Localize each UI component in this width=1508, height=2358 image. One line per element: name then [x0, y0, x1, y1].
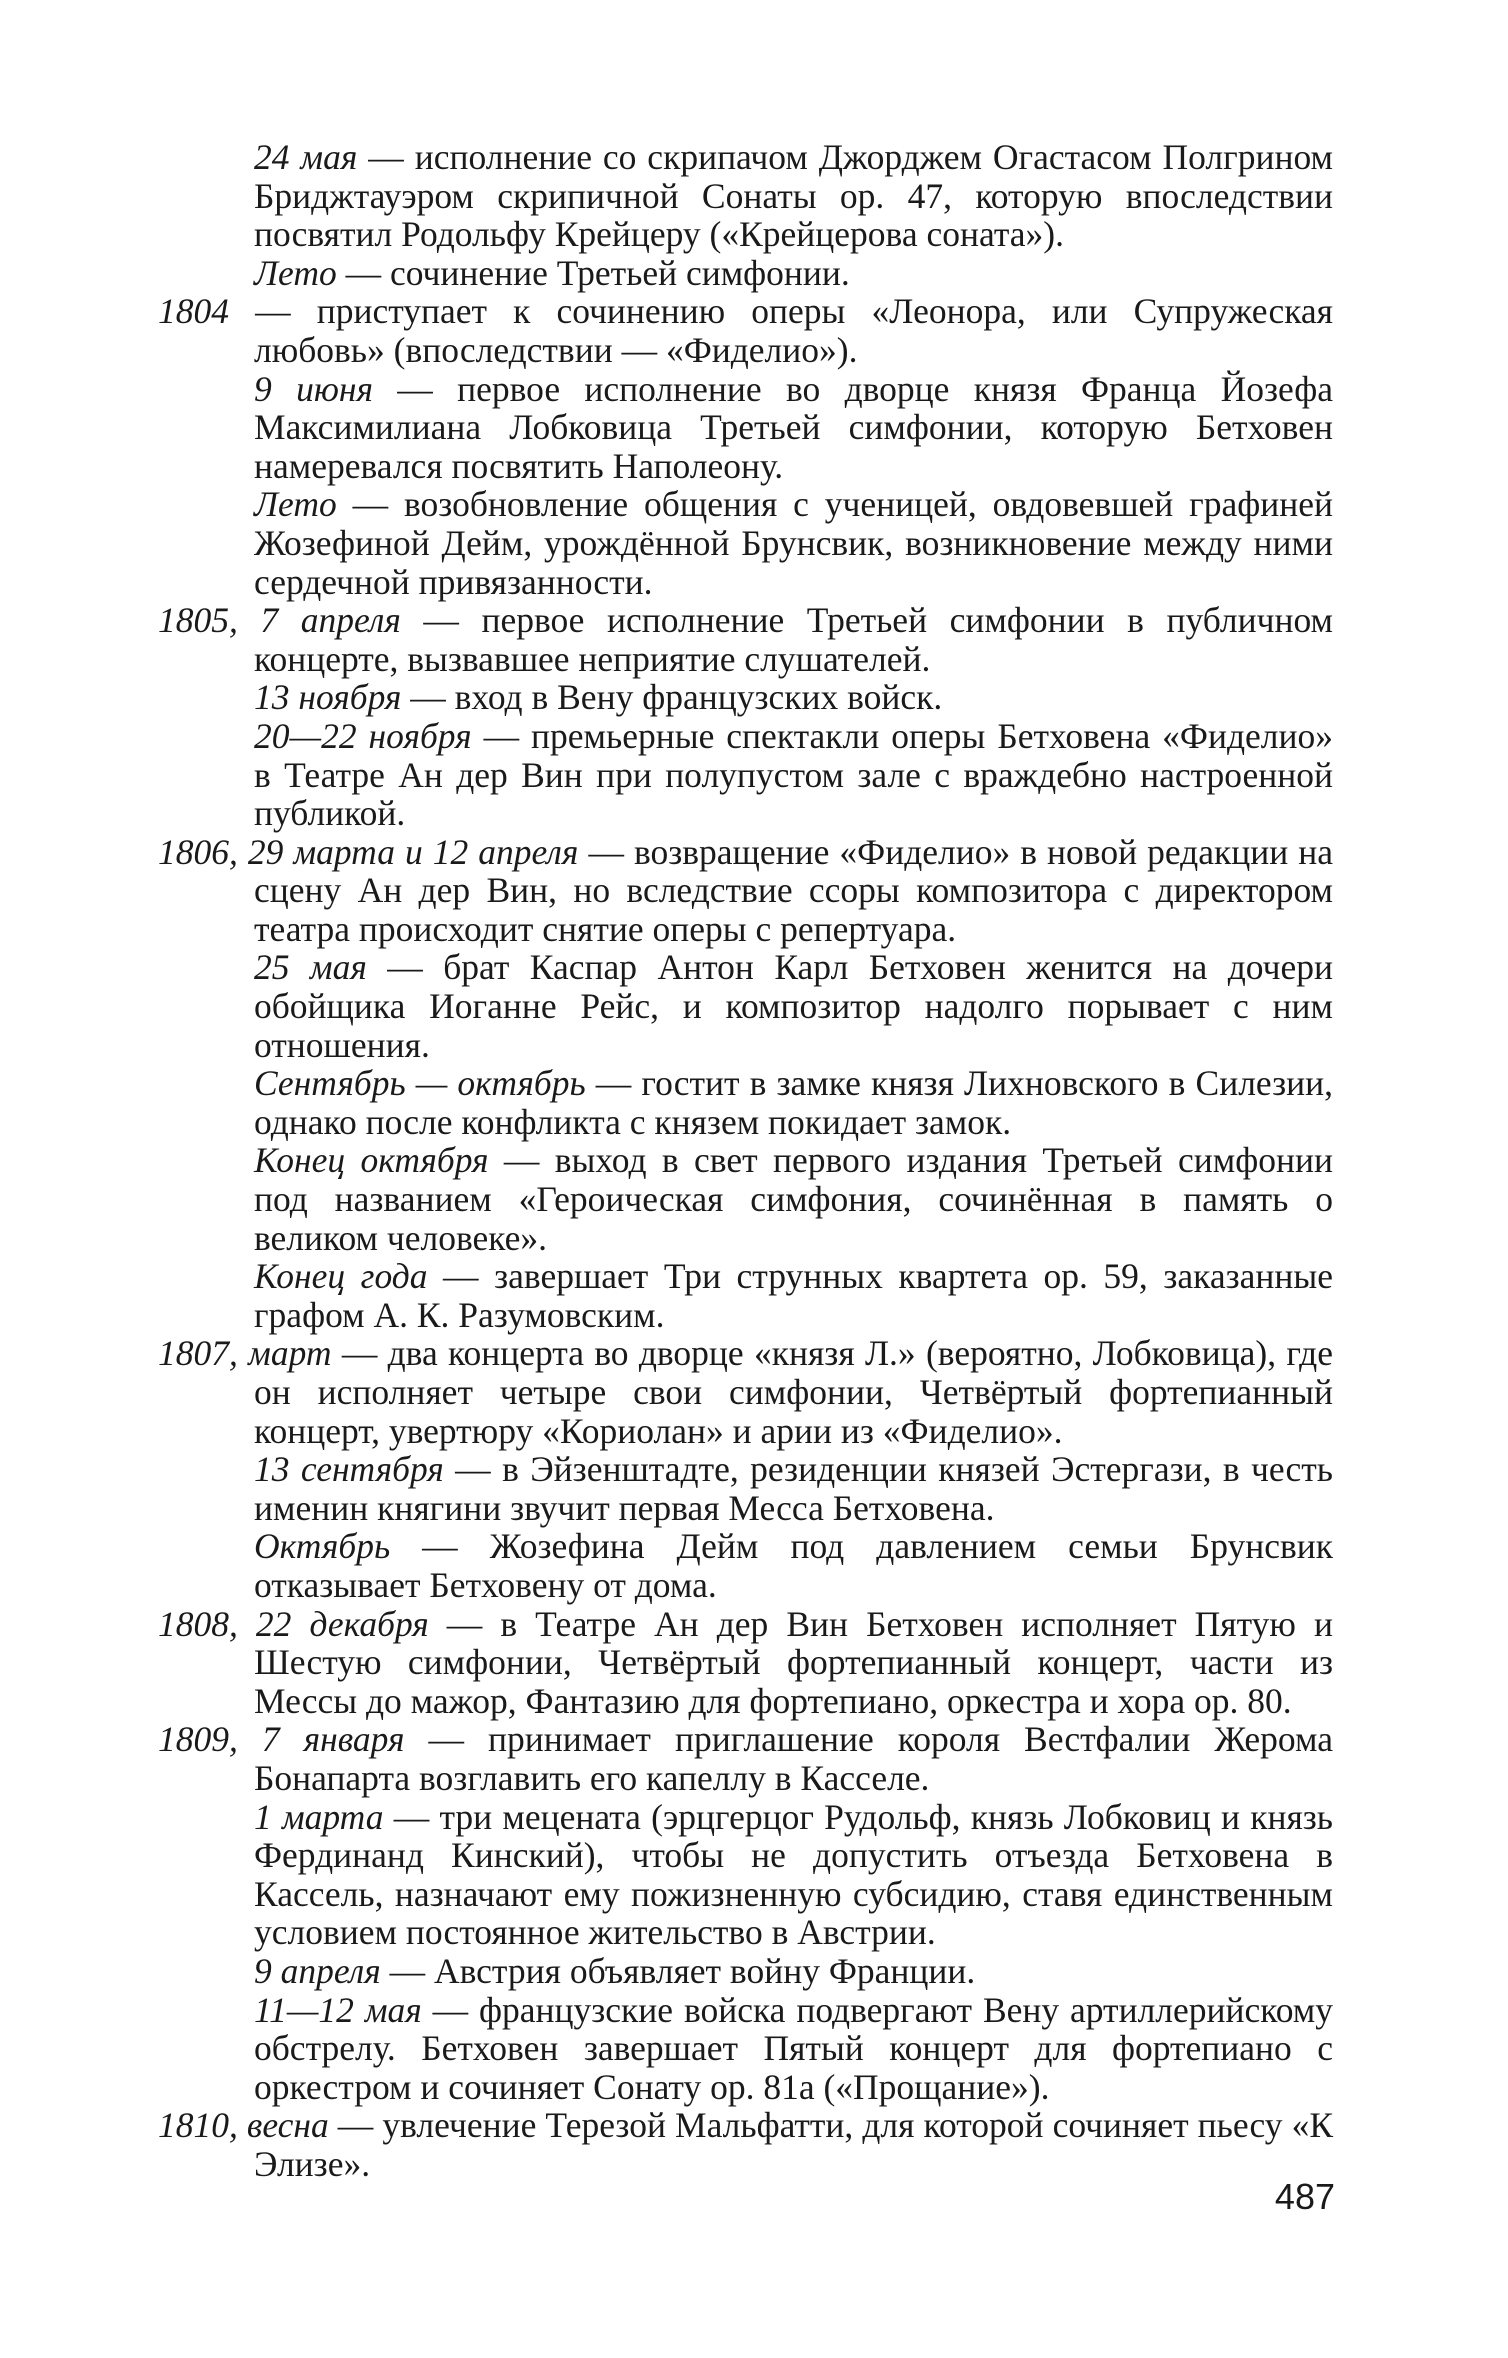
entry-text: — вход в Вену французских войск. — [401, 677, 943, 718]
entry-date: 1804 — [158, 291, 229, 332]
entry-text: — в Театре Ан дер Вин Бетховен исполняет Пятую и Шестую симфонии, Четвёртый фортепианный концерт, части из Мессы до мажор, Фантазию для фортепиано, оркестра и хора ор. 80. — [254, 1603, 1333, 1721]
entry-text: — премьерные спектакли оперы Бетховена «Фиделио» в Театре Ан дер Вин при полупустом зале с враждебно настроенной публикой. — [254, 715, 1334, 834]
chronology-entry — [158, 485, 1333, 601]
chronology-entry — [158, 678, 1333, 717]
entry-date: 9 апреля — [254, 1950, 381, 1991]
entry-date: 1 марта — [254, 1796, 384, 1837]
entry-text: — три мецената (эрцгерцог Рудольф, князь Лобковиц и князь Фердинанд Кинский), чтобы не допустить отъезда Бетховена в Кассель, назначают ему пожизненную субсидию, ставя единственным условием постоянное жительство в Австрии. — [254, 1796, 1333, 1953]
chronology-entry — [158, 1141, 1333, 1257]
entry-date: 13 ноября — [254, 677, 402, 718]
chronology-entry — [158, 1257, 1333, 1334]
entry-date: 1808, 22 декабря — [158, 1603, 429, 1644]
entry-date: 11—12 мая — [254, 1989, 422, 2030]
chronology-entry — [158, 717, 1333, 833]
entry-text: — брат Каспар Антон Карл Бетховен женится на дочери обойщика Иоганне Рейс, и композитор надолго порывает с ним отношения. — [254, 947, 1333, 1065]
entry-text: — возобновление общения с ученицей, овдовевшей графиней Жозефиной Дейм, урождённой Брунсвик, возникновение между ними сердечной привязанности. — [254, 484, 1333, 602]
chronology-year-entry — [158, 2106, 1333, 2183]
entry-text: — два концерта во дворце «князя Л.» (вероятно, Лобковица), где он исполняет четыре свои симфонии, Четвёртый фортепианный концерт, увертюру «Кориолан» и арии из «Фиделио». — [254, 1333, 1333, 1451]
entry-text: — возвращение «Фиделио» в новой редакции на сцену Ан дер Вин, но вследствие ссоры композитора с директором театра происходит снятие оперы с репертуара. — [254, 831, 1333, 949]
entry-text: — первое исполнение Третьей симфонии в публичном концерте, вызвавшее неприятие слушателей. — [254, 600, 1334, 679]
entry-date: Лето — [254, 484, 337, 525]
chronology-year-entry — [158, 1605, 1333, 1721]
chronology-year-entry — [158, 292, 1333, 369]
entry-date: 1809, 7 января — [158, 1719, 405, 1760]
entry-text: — исполнение со скрипачом Джорджем Огастасом Полгрином Бриджтауэром скрипичной Сонаты ор. 47, которую впоследствии посвятил Родольфу Крейцеру («Крейцерова соната»). — [254, 137, 1333, 255]
chronology-text — [158, 138, 1333, 2183]
entry-date: 9 июня — [254, 368, 373, 409]
entry-date: 20—22 ноября — [254, 715, 472, 756]
chronology-year-entry — [158, 601, 1333, 678]
entry-date: Конец года — [254, 1256, 428, 1297]
entry-text: — Австрия объявляет войну Франции. — [380, 1950, 976, 1991]
entry-text: — увлечение Терезой Мальфатти, для которой сочиняет пьесу «К Элизе». — [254, 2105, 1333, 2184]
entry-text: — гостит в замке князя Лихновского в Силезии, однако после конфликта с князем покидает замок. — [254, 1063, 1334, 1142]
entry-date: 1805, 7 апреля — [158, 600, 401, 641]
entry-date: Лето — [254, 252, 337, 293]
entry-date: 24 мая — [254, 137, 358, 177]
chronology-entry — [158, 1991, 1333, 2107]
entry-date: 1807, март — [158, 1333, 332, 1374]
chronology-entry — [158, 1952, 1333, 1991]
entry-text: — первое исполнение во дворце князя Франца Йозефа Максимилиана Лобковица Третьей симфонии, которую Бетховен намеревался посвятить Наполеону. — [254, 368, 1333, 486]
entry-text: — завершает Три струнных квартета ор. 59, заказанные графом А. К. Разумовским. — [254, 1256, 1333, 1335]
entry-text: — приступает к сочинению оперы «Леонора, или Супружеская любовь» (впоследствии — «Фиделио»). — [229, 291, 1333, 370]
chronology-entry — [158, 1064, 1333, 1141]
entry-date: 1810, весна — [158, 2105, 329, 2146]
entry-text: — в Эйзенштадте, резиденции князей Эстергази, в честь именин княгини звучит первая Месса Бетховена. — [254, 1449, 1333, 1528]
entry-text: — принимает приглашение короля Вестфалии Жерома Бонапарта возглавить его капеллу в Касселе. — [254, 1719, 1333, 1798]
chronology-year-entry — [158, 1720, 1333, 1797]
chronology-year-entry — [158, 833, 1333, 949]
chronology-entry — [158, 948, 1333, 1064]
chronology-entry — [158, 254, 1333, 293]
entry-text: — сочинение Третьей симфонии. — [336, 252, 850, 293]
entry-date: Сентябрь — октябрь — [254, 1063, 586, 1104]
entry-date: Октябрь — [254, 1526, 391, 1567]
entry-date: 13 сентября — [254, 1449, 444, 1490]
chronology-year-entry — [158, 1334, 1333, 1450]
chronology-entry — [158, 370, 1333, 486]
entry-text: — французские войска подвергают Вену артиллерийскому обстрелу. Бетховен завершает Пятый концерт для фортепиано с оркестром и сочиняет Сонату ор. 81а («Прощание»). — [254, 1989, 1333, 2107]
entry-date: 1806, 29 марта и 12 апреля — [158, 831, 579, 872]
chronology-entry — [158, 1527, 1333, 1604]
page-number: 487 — [1274, 2176, 1335, 2217]
entry-date: 25 мая — [254, 947, 367, 988]
chronology-entry — [158, 138, 1333, 254]
entry-date: Конец октября — [254, 1140, 489, 1181]
entry-text: — выход в свет первого издания Третьей симфонии под названием «Героическая симфония, сочинённая в память о великом человеке». — [254, 1140, 1333, 1258]
chronology-entry — [158, 1450, 1333, 1527]
chronology-entry — [158, 1798, 1333, 1952]
entry-text: — Жозефина Дейм под давлением семьи Брунсвик отказывает Бетховену от дома. — [254, 1526, 1333, 1605]
